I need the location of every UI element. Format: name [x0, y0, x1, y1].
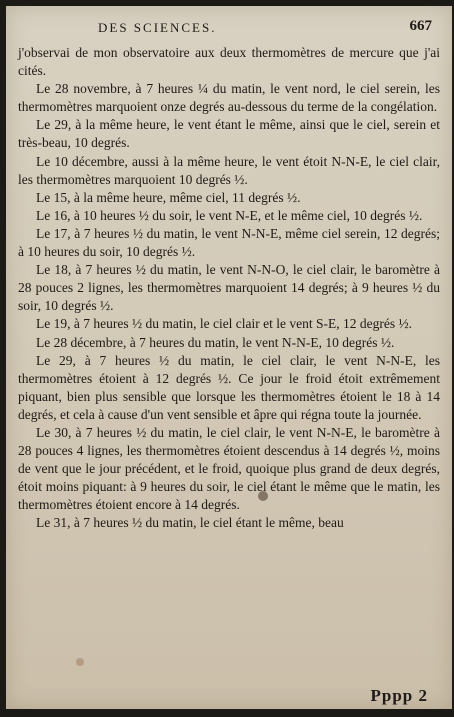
paragraph-dec-28: Le 28 décembre, à 7 heures du matin, le vent N-N-E, 10 degrés ½.	[36, 334, 395, 350]
paragraph-dec-31: Le 31, à 7 heures ½ du matin, le ciel étant le même, beau	[36, 515, 344, 531]
running-title: DES SCIENCES.	[98, 20, 217, 35]
running-head	[6, 20, 452, 38]
signature-mark: Pppp 2	[370, 686, 428, 705]
paragraph-dec-29: Le 29, à 7 heures ½ du matin, le ciel clair, le vent N-N-E, les thermomètres étoient à 12 degrés ½. Ce jour le froid étoit extrêmement piquant, bien plus sensible que lorsque les thermomètres étoient le 18 à 14 degrés, et cela à cause d'un vent sensible et âpre qui régna toute la journée.	[18, 352, 440, 422]
paragraph-continuation: j'observai de mon observatoire aux deux thermomètres de mercure que j'ai cités.	[18, 45, 440, 79]
paragraph-dec-16: Le 16, à 10 heures ½ du soir, le vent N-E, et le même ciel, 10 degrés ½.	[36, 207, 423, 223]
paragraph-nov-29: Le 29, à la même heure, le vent étant le même, ainsi que le ciel, serein et très-beau, 10 degrés.	[18, 117, 440, 151]
paragraph-dec-15: Le 15, à la même heure, même ciel, 11 degrés ½.	[36, 189, 301, 205]
paragraph-dec-18: Le 18, à 7 heures ½ du matin, le vent N-N-O, le ciel clair, le baromètre à 28 pouces 2 lignes, les thermomètres marquoient 14 degrés; à 9 heures ½ du soir, 10 degrés ½.	[18, 262, 440, 314]
book-page	[6, 6, 452, 709]
page-number: 667	[409, 18, 432, 34]
ink-stain	[258, 491, 268, 501]
paragraph-dec-30: Le 30, à 7 heures ½ du matin, le ciel clair, le vent N-N-E, le baromètre à 28 pouces 4 lignes, les thermomètres étoient descendus à 14 degrés ½, moins de vent que le jour précédent, et le froid, quoique plus grand de deux degrés, étoit moins piquant: à 9 heures du soir, le ciel étant le même que le matin, les thermomètres étoient encore à 14 degrés.	[18, 424, 440, 513]
paragraph-nov-28: Le 28 novembre, à 7 heures ¼ du matin, le vent nord, le ciel serein, les thermomètres marquoient onze degrés au-dessous du terme de la congélation.	[18, 81, 440, 115]
paragraph-dec-10: Le 10 décembre, aussi à la même heure, le vent étoit N-N-E, le ciel clair, les thermomètres marquoient 10 degrés ½.	[18, 153, 440, 187]
paragraph-dec-17: Le 17, à 7 heures ½ du matin, le vent N-N-E, même ciel serein, 12 degrés; à 10 heures du soir, 10 degrés ½.	[18, 225, 440, 260]
paper-stain	[76, 658, 84, 666]
paragraph-dec-19: Le 19, à 7 heures ½ du matin, le ciel clair et le vent S-E, 12 degrés ½.	[36, 316, 413, 332]
body-text	[18, 44, 440, 533]
